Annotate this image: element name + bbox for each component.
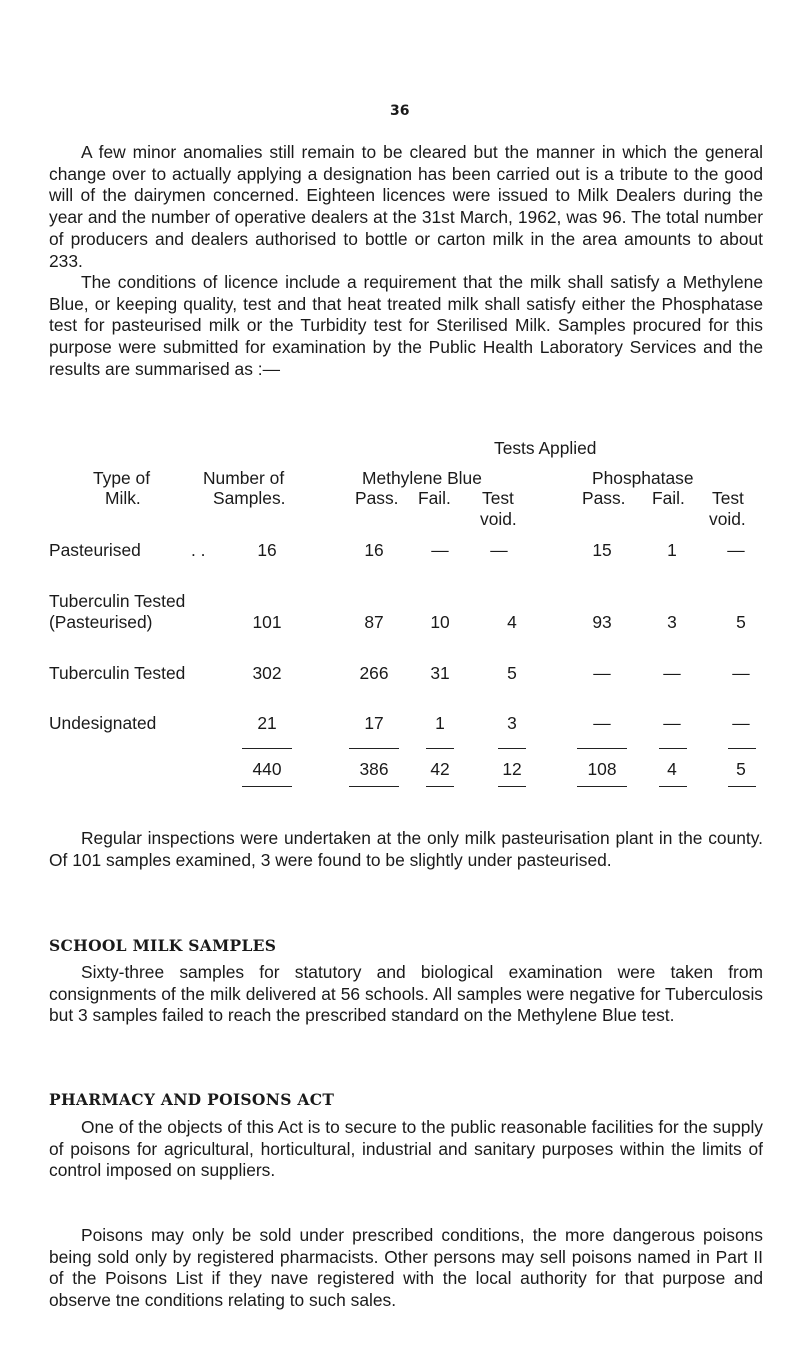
total-rule-top <box>242 748 292 749</box>
intro-paragraph-1: A few minor anomalies still remain to be cleared but the manner in which the general change over to actually applying a designation has been carried out is a tribute to the good will of the dairymen concerned. Eighteen licences were issued to Milk Dealers during the year and the number of operative dealers at the 31st March, 1962, was 96. The total number of producers and dealers authorised to bottle or carton milk in the area amounts to about 233. <box>49 142 763 271</box>
total-rule-bottom <box>498 786 526 787</box>
ph-void-header: void. <box>709 509 746 529</box>
total-rule-bottom <box>728 786 756 787</box>
samples-cell: 101 <box>252 612 282 632</box>
mb-fail-cell: — <box>431 540 449 560</box>
pharmacy-heading: PHARMACY AND POISONS ACT <box>49 1090 335 1109</box>
total-ph-pass: 108 <box>587 759 617 779</box>
group-header-tests-applied: Tests Applied <box>494 438 597 458</box>
samples-cell: 302 <box>252 663 282 683</box>
total-rule-bottom <box>659 786 687 787</box>
col-header-number-2: Samples. <box>213 488 286 508</box>
pharmacy-paragraph-1: One of the objects of this Act is to secure to the public reasonable facilities for the supply of poisons for agricultural, horticultural, industrial and sanitary purposes within the limits of control imposed on suppliers. <box>49 1117 763 1181</box>
ph-fail-cell: — <box>663 713 681 733</box>
mb-pass-cell: 17 <box>364 713 384 733</box>
mb-pass-header: Pass. <box>355 488 399 508</box>
total-rule-bottom <box>426 786 454 787</box>
header-phosphatase: Phosphatase <box>592 468 694 488</box>
total-rule-top <box>426 748 454 749</box>
total-rule-bottom <box>242 786 292 787</box>
ph-void-cell: — <box>732 663 750 683</box>
ph-pass-cell: — <box>593 663 611 683</box>
col-header-type-2: Milk. <box>105 488 141 508</box>
mb-pass-cell: 87 <box>364 612 384 632</box>
mb-pass-cell: 16 <box>364 540 384 560</box>
total-samples: 440 <box>252 759 282 779</box>
samples-cell: 21 <box>257 713 277 733</box>
mb-void-cell: 5 <box>507 663 517 683</box>
page-number: 36 <box>390 103 410 119</box>
mb-void-cell: 4 <box>507 612 517 632</box>
mb-fail-cell: 1 <box>435 713 445 733</box>
pharmacy-paragraph-2: Poisons may only be sold under prescribed conditions, the more dangerous poisons being sold only by registered pharmacists. Other persons may sell poisons named in Part II of the Poisons List if they nave registered with the local authority for that purpose and observe tne conditions relating to such sales. <box>49 1225 763 1311</box>
mb-fail-header: Fail. <box>418 488 451 508</box>
col-header-type-1: Type of <box>93 468 151 488</box>
ph-fail-cell: 3 <box>667 612 677 632</box>
row-label-continued: (Pasteurised) <box>49 612 153 632</box>
after-table-paragraph: Regular inspections were undertaken at the only milk pasteurisation plant in the county. Of 101 samples examined, 3 were found to be slightly under pasteurised. <box>49 828 763 870</box>
intro-paragraph-2: The conditions of licence include a requirement that the milk shall satisfy a Methylene Blue, or keeping quality, test and that heat treated milk shall satisfy either the Phosphatase test for pasteurised milk or the Turbidity test for Sterilised Milk. Samples procured for this purpose were submitted for examination by the Public Health Laboratory Services and the results are summarised as :— <box>49 272 763 379</box>
mb-void-cell: 3 <box>507 713 517 733</box>
ph-fail-header: Fail. <box>652 488 685 508</box>
mb-test-header: Test <box>482 488 514 508</box>
ph-fail-cell: — <box>663 663 681 683</box>
row-label: Tuberculin Tested <box>49 591 186 611</box>
ph-pass-cell: — <box>593 713 611 733</box>
total-mb-pass: 386 <box>359 759 389 779</box>
ph-pass-header: Pass. <box>582 488 626 508</box>
ph-void-cell: — <box>732 713 750 733</box>
ph-void-cell: 5 <box>736 612 746 632</box>
mb-fail-cell: 31 <box>430 663 450 683</box>
total-rule-top <box>577 748 627 749</box>
row-label: Tuberculin Tested <box>49 663 186 683</box>
total-ph-void: 5 <box>736 759 746 779</box>
school-milk-paragraph: Sixty-three samples for statutory and biological examination were taken from consignments of the milk delivered at 56 schools. All samples were negative for Tuberculosis but 3 samples failed to reach the prescribed standard on the Methylene Blue test. <box>49 962 763 1026</box>
ph-fail-cell: 1 <box>667 540 677 560</box>
total-rule-bottom <box>577 786 627 787</box>
mb-void-cell: — <box>490 540 508 560</box>
row-label: Undesignated <box>49 713 157 733</box>
total-rule-bottom <box>349 786 399 787</box>
col-header-number-1: Number of <box>203 468 285 488</box>
ph-pass-cell: 15 <box>592 540 612 560</box>
mb-pass-cell: 266 <box>359 663 389 683</box>
ph-void-cell: — <box>727 540 745 560</box>
total-rule-top <box>349 748 399 749</box>
total-rule-top <box>659 748 687 749</box>
row-label: Pasteurised <box>49 540 141 560</box>
school-milk-heading: SCHOOL MILK SAMPLES <box>49 936 277 955</box>
header-methylene-blue: Methylene Blue <box>362 468 482 488</box>
mb-fail-cell: 10 <box>430 612 450 632</box>
total-mb-void: 12 <box>502 759 522 779</box>
mb-void-header: void. <box>480 509 517 529</box>
total-rule-top <box>728 748 756 749</box>
row-leader: . . <box>191 540 206 560</box>
total-mb-fail: 42 <box>430 759 450 779</box>
samples-cell: 16 <box>257 540 277 560</box>
ph-pass-cell: 93 <box>592 612 612 632</box>
total-ph-fail: 4 <box>667 759 677 779</box>
total-rule-top <box>498 748 526 749</box>
ph-test-header: Test <box>712 488 744 508</box>
